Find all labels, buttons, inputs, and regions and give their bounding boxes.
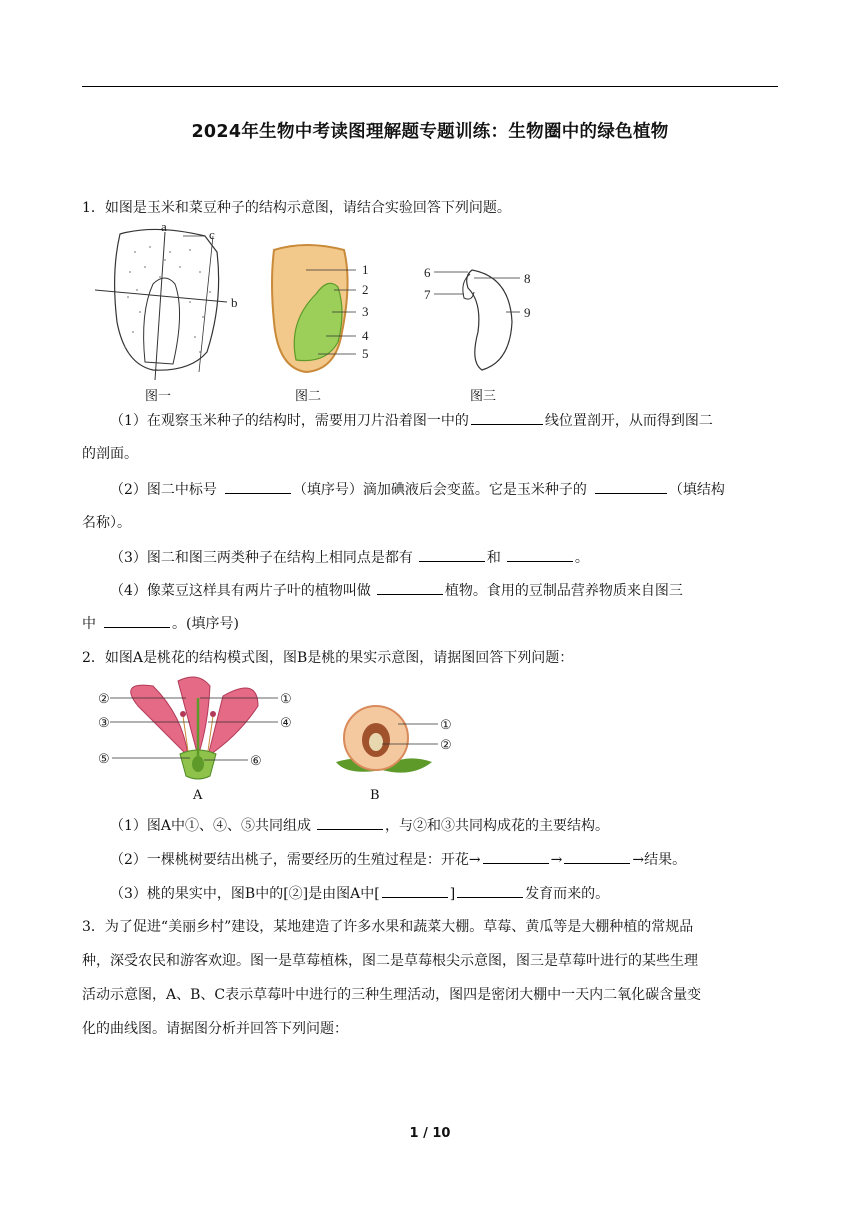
bean-embryo-figure [420, 262, 540, 382]
label-5: 5 [362, 346, 369, 361]
answer-blank[interactable] [457, 883, 523, 898]
corn-seed-figure [95, 219, 255, 382]
q1-part2-cont: 名称）。 [82, 515, 131, 531]
corn-section-figure [266, 242, 386, 382]
q3-line2: 种，深受农民和游客欢迎。图一是草莓植株，图二是草莓根尖示意图，图三是草莓叶进行的某些生理 [82, 953, 698, 969]
label-circled-3: ③ [98, 715, 110, 730]
answer-blank[interactable] [419, 547, 485, 562]
q2-stem: 2．如图A是桃花的结构模式图，图B是桃的果实示意图，请据图回答下列问题： [82, 650, 574, 666]
answer-blank[interactable] [483, 849, 549, 864]
label-circled-6: ⑥ [250, 753, 262, 768]
answer-blank[interactable] [507, 547, 573, 562]
caption-fig2: 图二 [295, 389, 322, 404]
q1-stem: 1．如图是玉米和菜豆种子的结构示意图，请结合实验回答下列问题。 [82, 200, 511, 216]
fruit-label-2: ② [440, 737, 452, 752]
caption-fig1: 图一 [145, 389, 172, 404]
label-1: 1 [362, 262, 369, 277]
label-6: 6 [424, 265, 431, 280]
q1-part1: （1）在观察玉米种子的结构时，需要用刀片沿着图一中的 线位置剖开，从而得到图二 [110, 410, 713, 431]
q2-part1: （1）图A中①、④、⑤共同组成 ，与②和③共同构成花的主要结构。 [110, 815, 609, 836]
fruit-label-1: ① [440, 717, 452, 732]
answer-blank[interactable] [595, 479, 667, 494]
q3-line4: 化的曲线图。请据图分析并回答下列问题： [82, 1021, 348, 1037]
answer-blank[interactable] [317, 815, 383, 830]
answer-blank[interactable] [471, 410, 543, 425]
label-circled-1: ① [280, 691, 292, 706]
caption-A: A [193, 788, 203, 803]
answer-blank[interactable] [382, 883, 448, 898]
label-2: 2 [362, 282, 369, 297]
page-title: 2024年生物中考读图理解题专题训练：生物圈中的绿色植物 [191, 122, 669, 142]
q1-part1-cont: 的剖面。 [82, 446, 138, 462]
label-4: 4 [362, 328, 369, 343]
q1-part4-cont: 中 。(填序号) [82, 613, 239, 634]
q1-part2: （2）图二中标号 （填序号）滴加碘液后会变蓝。它是玉米种子的 （填结构 [110, 479, 725, 500]
q1-part4: （4）像菜豆这样具有两片子叶的植物叫做 植物。食用的豆制品营养物质来自图三 [110, 580, 683, 601]
label-3: 3 [362, 304, 369, 319]
label-b: b [231, 295, 238, 310]
label-7: 7 [424, 287, 431, 302]
label-circled-2: ② [98, 691, 110, 706]
label-8: 8 [524, 271, 531, 286]
q2-part3: （3）桃的果实中，图B中的[②]是由图A中[ ] 发育而来的。 [110, 883, 609, 904]
peach-fruit-figure [332, 700, 462, 780]
answer-blank[interactable] [377, 580, 443, 595]
header-rule [82, 86, 778, 87]
label-circled-5: ⑤ [98, 751, 110, 766]
label-9: 9 [524, 305, 531, 320]
peach-flower-figure [98, 676, 303, 786]
caption-B: B [370, 788, 380, 803]
q3-line1: 3．为了促进“美丽乡村”建设，某地建造了许多水果和蔬菜大棚。草莓、黄瓜等是大棚种植的常规品 [82, 919, 694, 935]
q1-part3: （3）图二和图三两类种子在结构上相同点是都有 和 。 [110, 547, 589, 568]
page-number: 1 / 10 [409, 1126, 451, 1141]
label-circled-4: ④ [280, 715, 292, 730]
label-a: a [161, 219, 167, 234]
answer-blank[interactable] [564, 849, 630, 864]
answer-blank[interactable] [225, 479, 291, 494]
caption-fig3: 图三 [470, 389, 497, 404]
label-c: c [209, 227, 215, 242]
q3-line3: 活动示意图，A、B、C表示草莓叶中进行的三种生理活动，图四是密闭大棚中一天内二氧化碳含量变 [82, 987, 702, 1003]
answer-blank[interactable] [104, 613, 170, 628]
q2-part2: （2）一棵桃树要结出桃子，需要经历的生殖过程是：开花→ → →结果。 [110, 849, 686, 870]
